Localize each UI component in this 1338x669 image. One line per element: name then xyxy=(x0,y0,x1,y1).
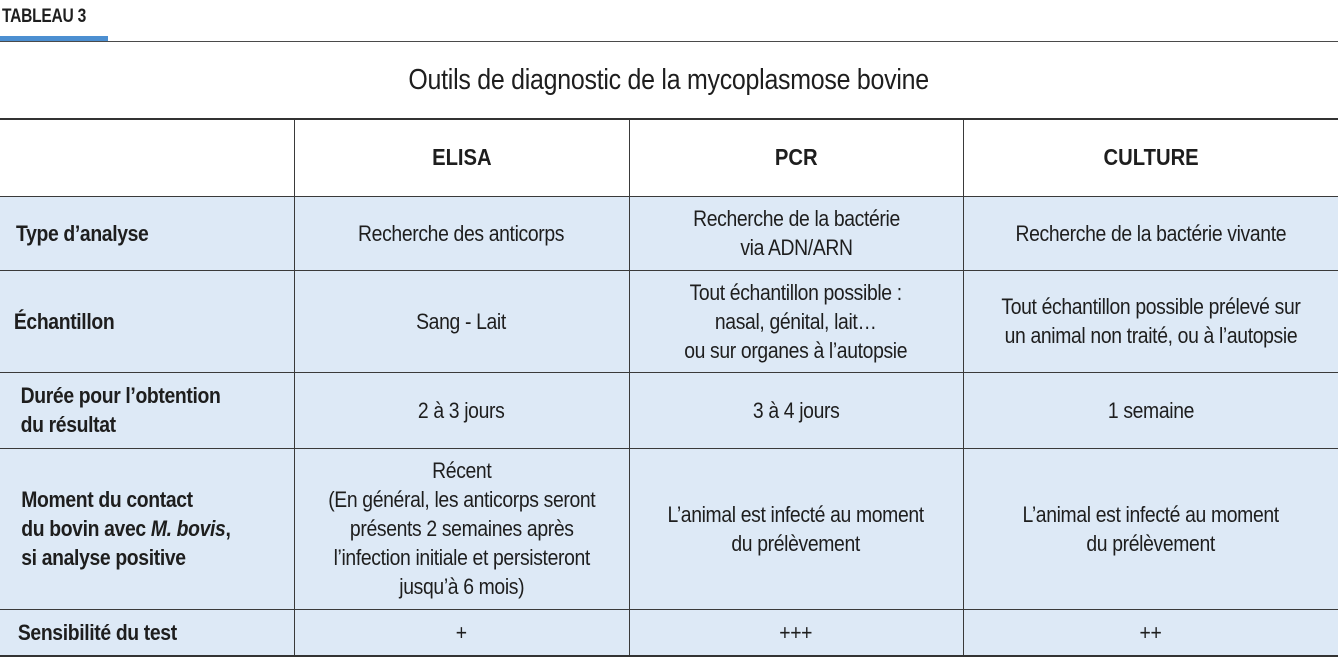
cell-text: Récent (En général, les anticorps seront présents 2 semaines après l’infection initiale et persisteront jusqu’à 6 mois) xyxy=(327,458,596,599)
cell-text: Tout échantillon possible : nasal, génital, lait… ou sur organes à l’autopsie xyxy=(684,279,908,363)
row-label-part1: Moment du contact du bovin avec xyxy=(21,487,193,541)
cell-text: Recherche de la bactérie vivante xyxy=(1015,220,1287,246)
table-cell xyxy=(294,372,629,448)
cell-text: 2 à 3 jours xyxy=(418,397,505,423)
column-header-elisa xyxy=(294,119,629,196)
header-row xyxy=(0,119,1338,196)
table-row xyxy=(0,609,1338,656)
row-label-sensibilite xyxy=(0,609,294,656)
table-row xyxy=(0,270,1338,372)
table-number-label: TABLEAU 3 xyxy=(2,6,87,27)
diagnostic-table xyxy=(0,118,1338,657)
table-cell xyxy=(629,372,963,448)
table-cell xyxy=(963,448,1338,609)
table-row xyxy=(0,372,1338,448)
row-label-text: Type d’analyse xyxy=(16,220,149,246)
cell-text: ++ xyxy=(1139,619,1162,645)
table-cell xyxy=(963,609,1338,656)
row-label-text xyxy=(21,485,230,572)
table-title xyxy=(0,64,1338,97)
cell-text: L’animal est infecté au moment du prélèvement xyxy=(667,501,925,556)
cell-text: Tout échantillon possible prélevé sur un animal non traité, ou à l’autopsie xyxy=(1001,294,1301,348)
table-cell xyxy=(963,372,1338,448)
cell-text: Recherche de la bactérie via ADN/ARN xyxy=(692,206,900,260)
cell-text: +++ xyxy=(779,619,813,645)
row-label-moment-contact xyxy=(0,448,294,609)
row-label-type-analyse xyxy=(0,196,294,270)
cell-text: + xyxy=(456,619,467,645)
header-rule xyxy=(0,41,1338,42)
table-cell xyxy=(294,609,629,656)
column-header-pcr xyxy=(629,119,963,196)
table-cell xyxy=(963,196,1338,270)
table-cell xyxy=(294,270,629,372)
column-header-elisa-text: ELISA xyxy=(431,144,492,171)
cell-text: 3 à 4 jours xyxy=(752,397,840,423)
table-cell xyxy=(294,196,629,270)
row-label-text: Sensibilité du test xyxy=(17,619,177,645)
column-header-culture xyxy=(963,119,1338,196)
table-cell xyxy=(294,448,629,609)
column-header-empty xyxy=(0,119,294,196)
table-cell xyxy=(629,609,963,656)
row-label-echantillon xyxy=(0,270,294,372)
cell-text: Recherche des anticorps xyxy=(358,220,565,246)
table-row xyxy=(0,448,1338,609)
row-label-italic: M. bovis xyxy=(150,516,226,541)
table-cell xyxy=(963,270,1338,372)
table-cell xyxy=(629,270,963,372)
row-label-text: Échantillon xyxy=(13,308,115,334)
cell-text: Sang - Lait xyxy=(416,308,507,334)
row-label-text: Durée pour l’obtention du résultat xyxy=(20,383,221,437)
cell-text: L’animal est infecté au moment du prélèvement xyxy=(1022,501,1279,556)
column-header-culture-text: CULTURE xyxy=(1103,144,1199,171)
table-title-text: Outils de diagnostic de la mycoplasmose bovine xyxy=(408,64,930,96)
row-label-duree xyxy=(0,372,294,448)
table-cell xyxy=(629,196,963,270)
cell-text: 1 semaine xyxy=(1107,397,1194,423)
table-cell xyxy=(629,448,963,609)
table-row xyxy=(0,196,1338,270)
column-header-pcr-text: PCR xyxy=(774,144,818,171)
row-label-part2: , si analyse positive xyxy=(21,516,231,570)
